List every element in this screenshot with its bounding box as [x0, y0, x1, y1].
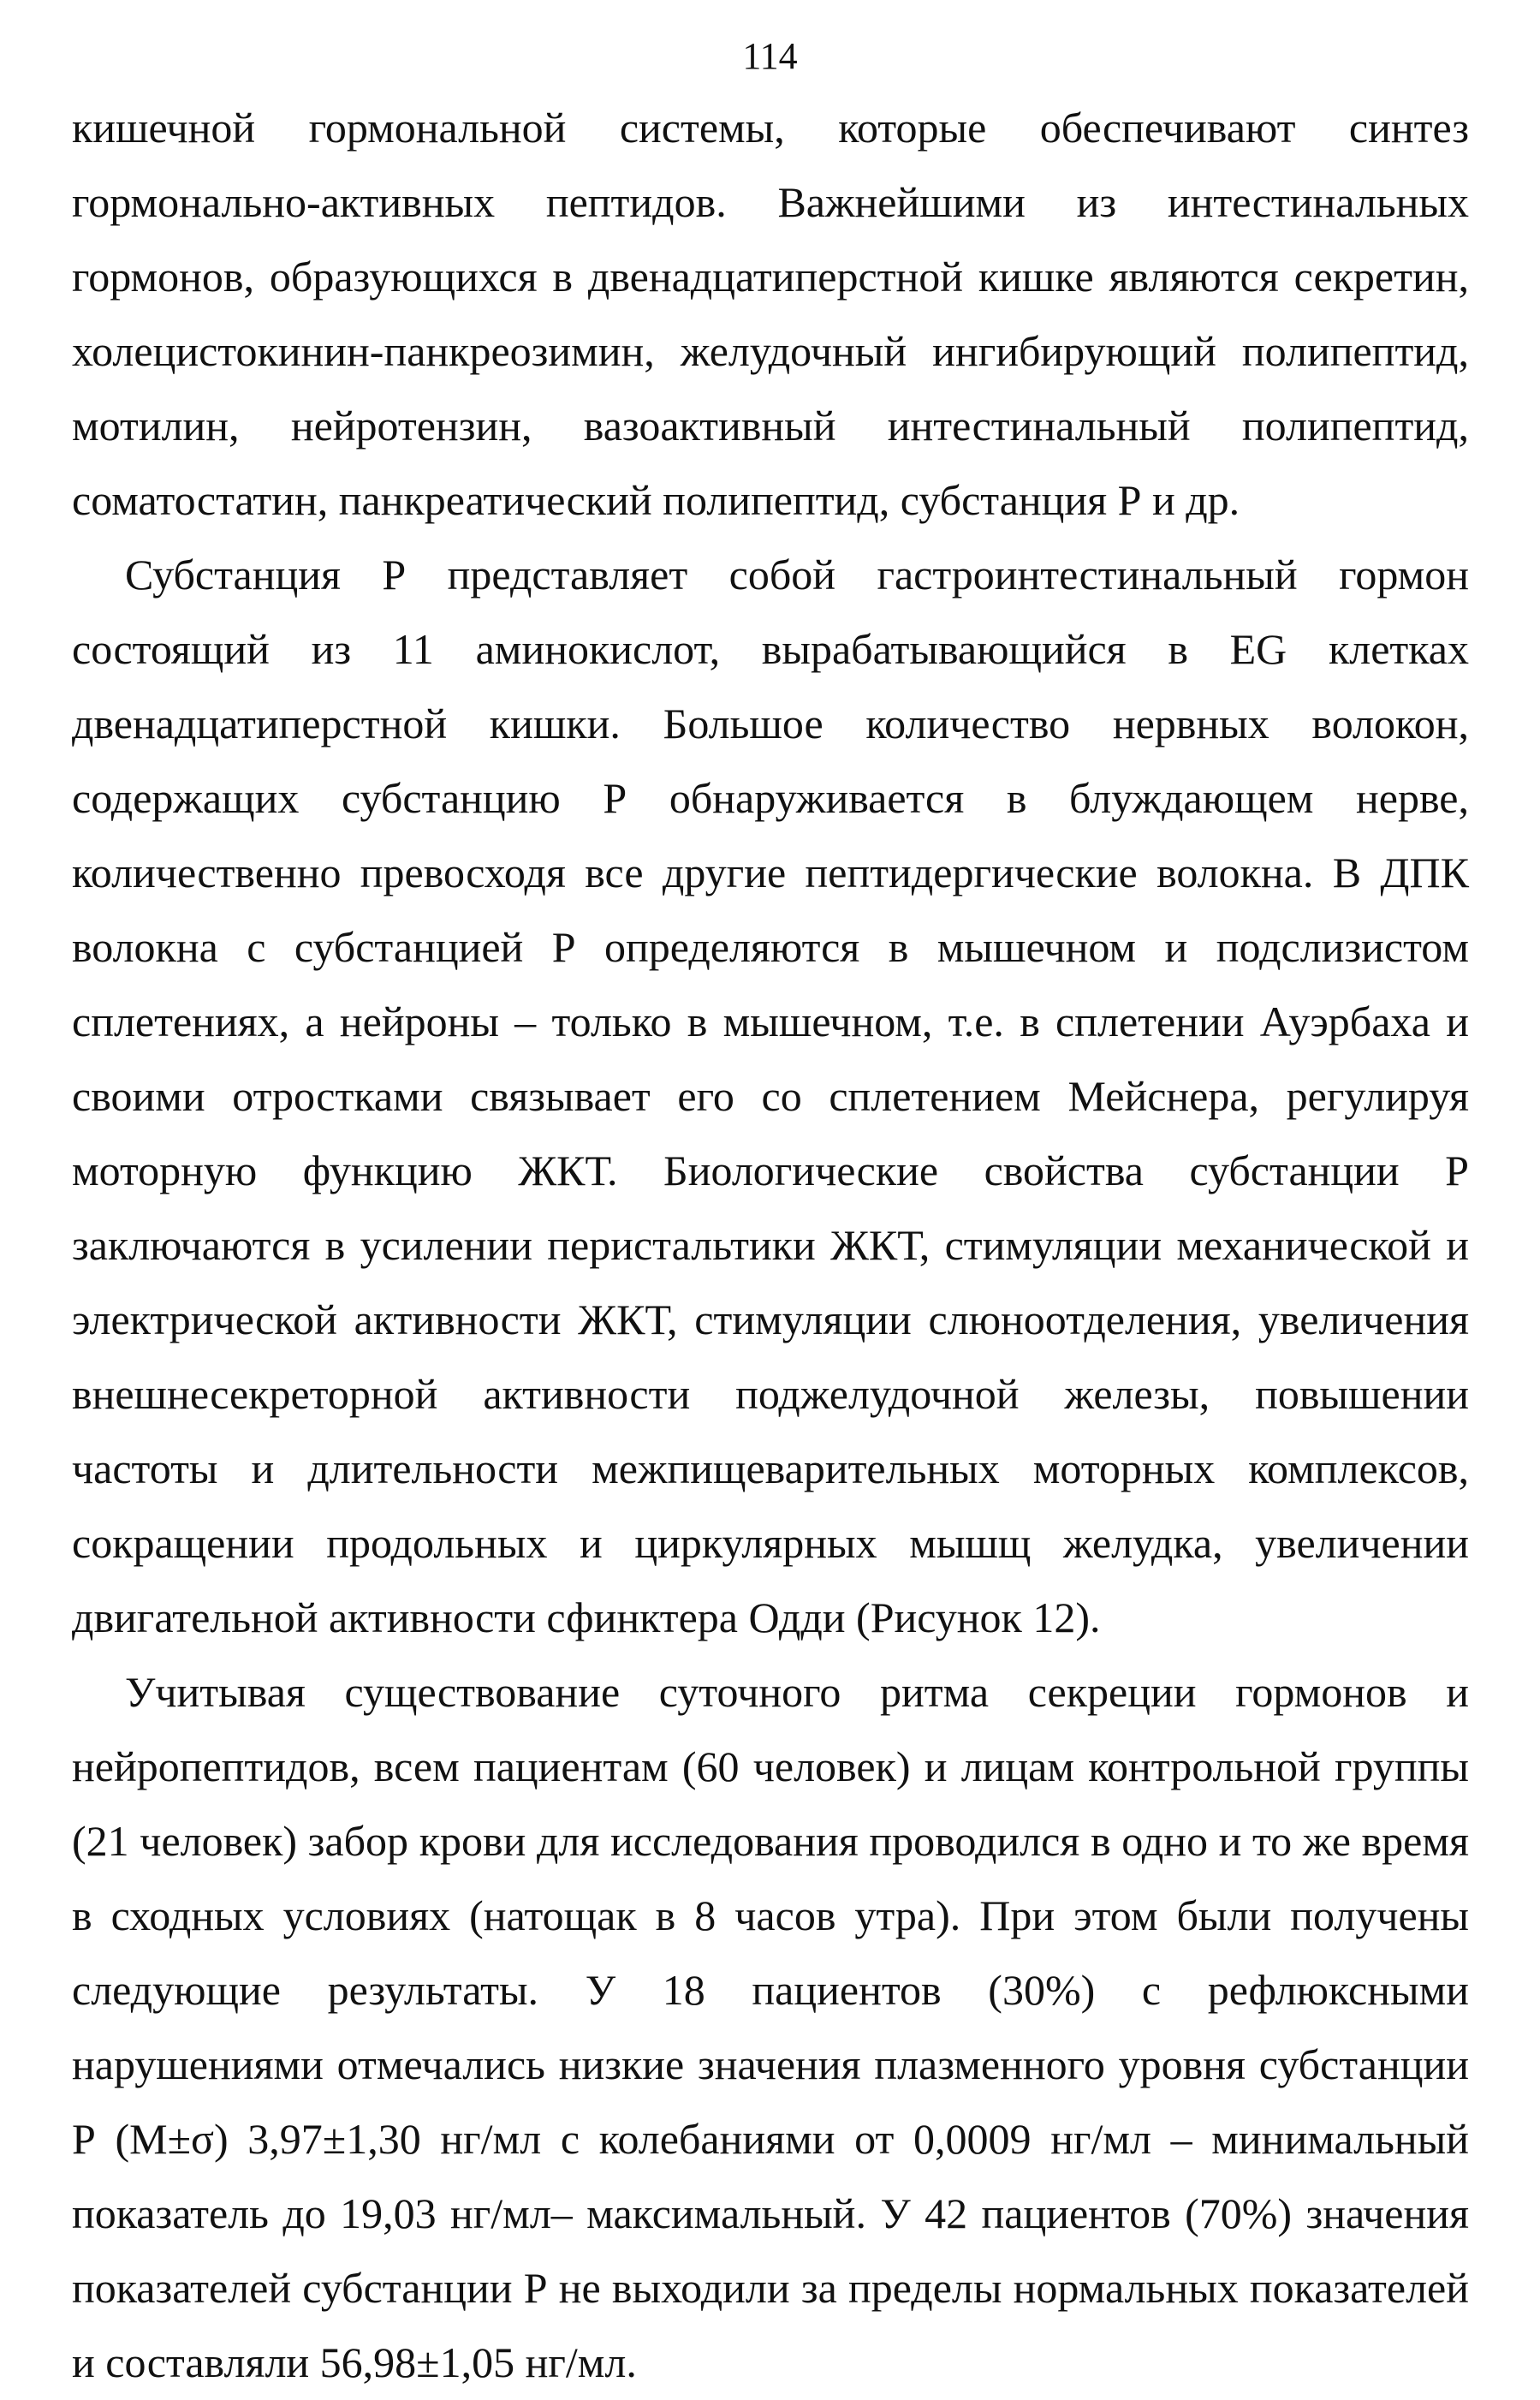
paragraph-results: Учитывая существование суточного ритма секреции гормонов и нейропептидов, всем пациентам (60 человек) и лицам контрольной группы (21 человек) забор крови для исследования проводился в одно и то же время в сходных условиях (натощак в 8 часов утра). При этом были получены следующие результаты. У 18 пациентов (30%) с рефлюксными нарушениями отмечались низкие значения плазменного уровня субстанции Р (М±σ) 3,97±1,30 нг/мл с колебаниями от 0,0009 нг/мл – минимальный показатель до 19,03 нг/мл– максимальный. У 42 пациентов (70%) значения показателей субстанции Р не выходили за пределы нормальных показателей и составляли 56,98±1,05 нг/мл.	[72, 1668, 1469, 2386]
page-number: 114	[742, 35, 798, 77]
paragraph-substance-p: Субстанция Р представляет собой гастроинтестинальный гормон состоящий из 11 аминокислот, вырабатывающийся в EG клетках двенадцатиперстной кишки. Большое количество нервных волокон, содержащих субстанцию Р обнаруживается в блуждающем нерве, количественно превосходя все другие пептидергические волокна. В ДПК волокна с субстанцией Р определяются в мышечном и подслизистом сплетениях, а нейроны – только в мышечном, т.е. в сплетении Ауэрбаха и своими отростками связывает его со сплетением Мейснера, регулируя моторную функцию ЖКТ. Биологические свойства субстанции Р заключаются в усилении перистальтики ЖКТ, стимуляции механической и электрической активности ЖКТ, стимуляции слюноотделения, увеличения внешнесекреторной активности поджелудочной железы, повышении частоты и длительности межпищеварительных моторных комплексов, сокращении продольных и циркулярных мышщ желудка, увеличении двигательной активности сфинктера Одди (Рисунок 12).	[72, 551, 1469, 1641]
body-text	[72, 91, 1469, 2400]
paragraph-continuation: кишечной гормональной системы, которые обеспечивают синтез гормонально-активных пептидов. Важнейшими из интестинальных гормонов, образующихся в двенадцатиперстной кишке являются секретин, холецистокинин-панкреозимин, желудочный ингибирующий полипептид, мотилин, нейротензин, вазоактивный интестинальный полипептид, соматостатин, панкреатический полипептид, субстанция Р и др.	[72, 104, 1469, 524]
